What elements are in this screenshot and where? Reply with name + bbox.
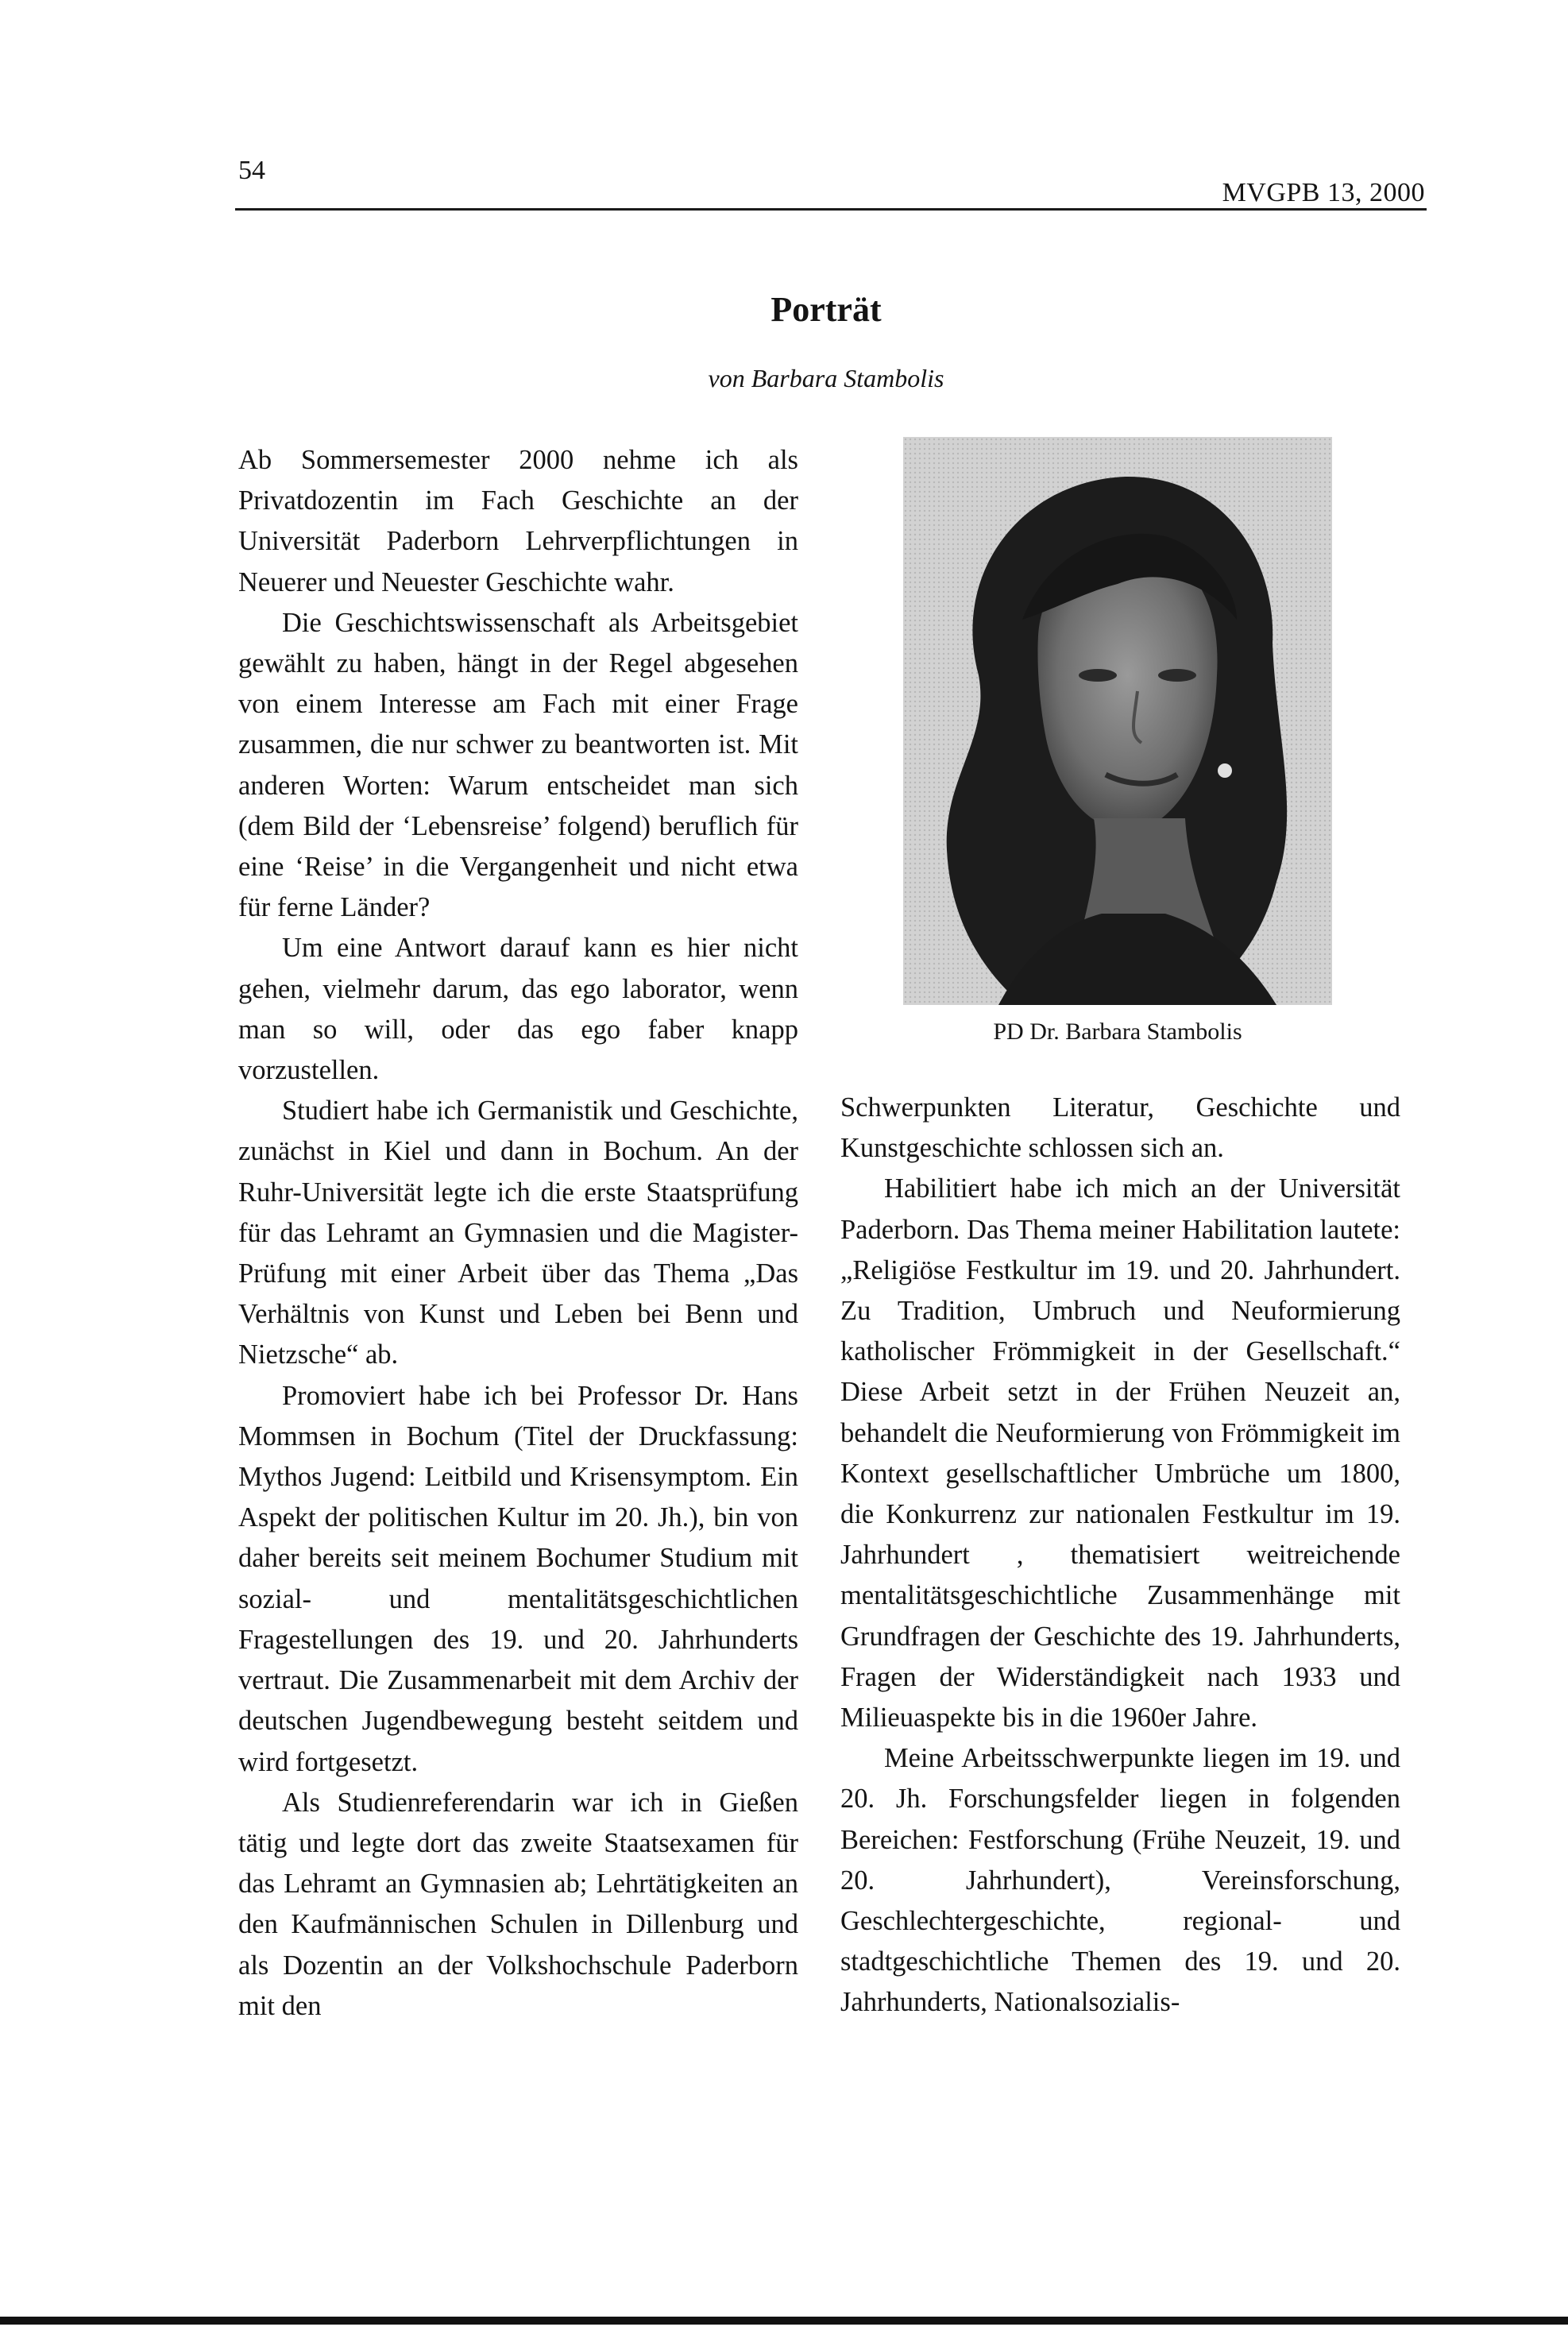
paragraph: Die Geschichtswissenschaft als Arbeitsgebiet gewählt zu haben, hängt in der Regel abgesehen von einem Interesse am Fach mit einer Frage zusammen, die nur schwer zu beantworten ist. Mit anderen Worten: Warum entscheidet man sich (dem Bild der ‘Lebensreise’ folgend) beruflich für eine ‘Reise’ in die Vergangenheit und nicht etwa für ferne Länder? [238, 607, 798, 923]
photo-caption: PD Dr. Barbara Stambolis [993, 1018, 1242, 1045]
paragraph: Promoviert habe ich bei Professor Dr. Hans Mommsen in Bochum (Titel der Druckfassung: Mythos Jugend: Leitbild und Krisensymptom. Ein Aspekt der politischen Kultur im 20. Jh.), bin von daher bereits seit meinem Bochumer Studium mit sozial- und mentalitätsgeschichtlichen Fragestellungen des 19. und 20. Jahrhunderts vertraut. Die Zusammenarbeit mit dem Archiv der deutschen Jugendbewegung besteht seitdem und wird fortgesetzt. [238, 1380, 798, 1777]
paragraph: Studiert habe ich Germanistik und Geschichte, zunächst in Kiel und dann in Bochum. An der Ruhr-Universität legte ich die erste Staatsprüfung für das Lehramt an Gymnasien und die Magister-Prüfung mit einer Arbeit über das Thema „Das Verhältnis von Kunst und Leben bei Benn und Nietzsche“ ab. [238, 1096, 798, 1370]
right-column [840, 1088, 1400, 2023]
header-rule [235, 208, 1427, 211]
left-column [238, 440, 798, 2027]
footer-rule [0, 2317, 1568, 2325]
paragraph: Schwerpunkten Literatur, Geschichte und Kunstgeschichte schlossen sich an. [840, 1092, 1400, 1164]
paragraph: Meine Arbeitsschwerpunkte liegen im 19. und 20. Jh. Forschungsfelder liegen in folgenden Bereichen: Festforschung (Frühe Neuzeit, 19. und 20. Jahrhundert), Vereinsforschung, Geschlechtergeschichte, regional- und stadtgeschichtliche Themen des 19. und 20. Jahrhunderts, Nationalsozialis- [840, 1743, 1400, 2018]
article-byline: von Barbara Stambolis [708, 364, 944, 392]
page-number: 54 [238, 156, 265, 185]
paragraph: Habilitiert habe ich mich an der Universität Paderborn. Das Thema meiner Habilitation lautete: „Religiöse Festkultur im 19. und 20. Jahrhundert. Zu Tradition, Umbruch und Neuformierung katholischer Frömmigkeit in der Gesellschaft.“ Diese Arbeit setzt in der Frühen Neuzeit an, behandelt die Neuformierung von Frömmigkeit im Kontext gesellschaftlicher Umbrüche um 1800, die Konkurrenz zur nationalen Festkultur im 19. Jahrhundert , thematisiert weitreichende mentalitätsgeschichtliche Zusammenhänge mit Grundfragen der Geschichte des 19. Jahrhunderts, Fragen der Widerständigkeit nach 1933 und Milieuaspekte bis in die 1960er Jahre. [840, 1173, 1400, 1734]
paragraph: Als Studienreferendarin war ich in Gießen tätig und legte dort das zweite Staatsexamen für das Lehramt an Gymnasien ab; Lehrtätigkeiten an den Kaufmännischen Schulen in Dillenburg und als Dozentin an der Volkshochschule Paderborn mit den [238, 1787, 798, 2021]
journal-reference: MVGPB 13, 2000 [1222, 178, 1425, 207]
article-title: Porträt [770, 290, 882, 329]
paragraph: Ab Sommersemester 2000 nehme ich als Privatdozentin im Fach Geschichte an der Universität Paderborn Lehrverpflichtungen in Neuerer und Neuester Geschichte wahr. [238, 445, 798, 597]
paragraph: Um eine Antwort darauf kann es hier nicht gehen, vielmehr darum, das ego laborator, wenn man so will, oder das ego faber knapp vorzustellen. [238, 933, 798, 1086]
portrait-photo [903, 437, 1332, 1005]
